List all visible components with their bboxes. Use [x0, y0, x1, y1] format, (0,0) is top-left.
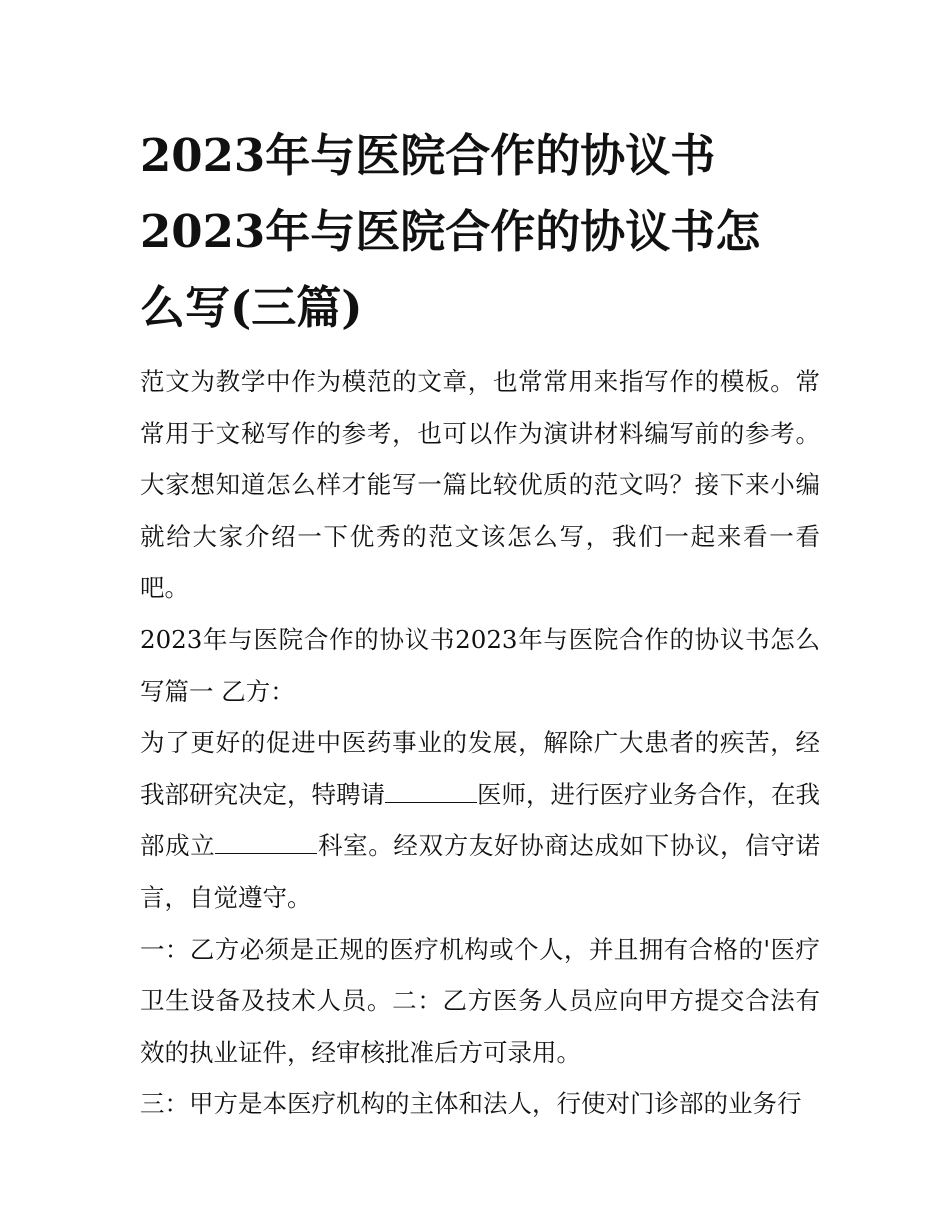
title-line-2: 2023年与医院合作的协议书怎 [140, 205, 761, 258]
title-line-1: 2023年与医院合作的协议书 [140, 129, 716, 182]
intro-paragraph: 范文为教学中作为模范的文章，也常常用来指写作的模板。常常用于文秘写作的参考，也可以作为演讲材料编写前的参考。大家想知道怎么样才能写一篇比较优质的范文吗？接下来小编就给大家介绍一下优秀的范文该怎么写，我们一起来看一看吧。 [140, 367, 820, 603]
agreement-text-b: 医师，进行医疗业务合作，在我部成立 [140, 779, 820, 861]
agreement-text-c: 科室。经双方友好协商达成如下协议，信守诺言，自觉遵守。 [140, 831, 821, 912]
title-line-3: 么写(三篇) [140, 281, 363, 334]
document-title [140, 118, 820, 346]
agreement-paragraph [140, 717, 820, 923]
document-page [140, 118, 820, 1130]
document-body [140, 356, 820, 1130]
section-heading: 2023年与医院合作的协议书2023年与医院合作的协议书怎么写篇一 乙方： [140, 624, 820, 706]
agreement-text-a: 为了更好的促进中医药事业的发展，解除广大患者的疾苦，经我部研究决定，特聘请 [140, 728, 820, 809]
clause-three: 三：甲方是本医疗机构的主体和法人，行使对门诊部的业务行 [140, 1089, 802, 1119]
physician-name-blank [385, 778, 477, 803]
clause-one-two: 一：乙方必须是正规的医疗机构或个人，并且拥有合格的'医疗卫生设备及技术人员。二：乙方医务人员应向甲方提交合法有效的执业证件，经审核批准后方可录用。 [140, 934, 820, 1067]
department-name-blank [215, 829, 317, 854]
